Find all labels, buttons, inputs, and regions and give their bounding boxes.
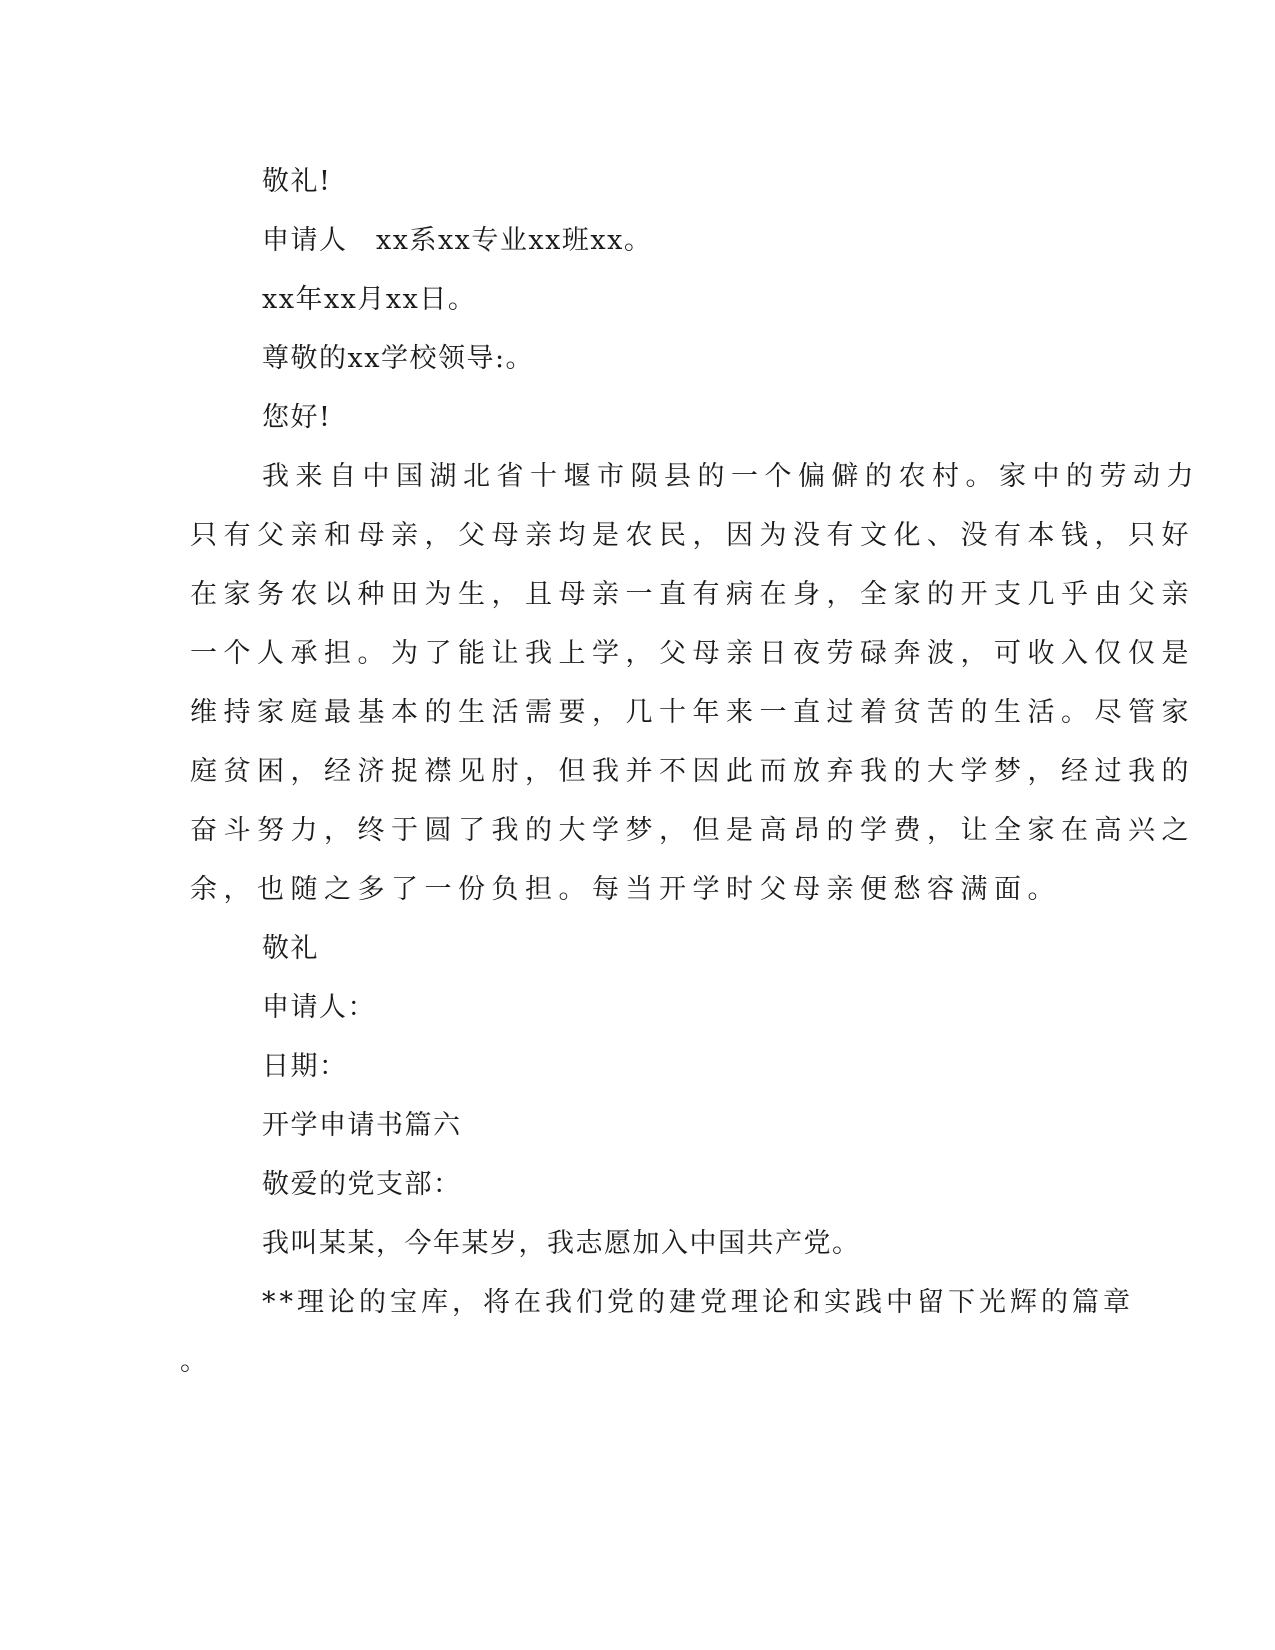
paragraph-line: 在家务农以种田为生，且母亲一直有病在身，全家的开支几乎由父亲 <box>190 579 1195 610</box>
greeting-hello: 您好! <box>262 402 332 433</box>
paragraph-line: 余，也随之多了一份负担。每当开学时父母亲便愁容满面。 <box>190 874 1061 905</box>
intro-sentence: 我叫某某，今年某岁，我志愿加入中国共产党。 <box>262 1228 861 1259</box>
date-line: xx年xx月xx日。 <box>262 284 477 315</box>
applicant-line: 申请人 xx系xx专业xx班xx。 <box>262 225 653 256</box>
paragraph-line: 庭贫困，经济捉襟见肘，但我并不因此而放弃我的大学梦，经过我的 <box>190 756 1195 787</box>
salutation-closing: 敬礼! <box>262 166 332 197</box>
paragraph-line: 只有父亲和母亲，父母亲均是农民，因为没有文化、没有本钱，只好 <box>190 520 1195 551</box>
trailing-period: 。 <box>180 1346 209 1377</box>
paragraph-line: 我来自中国湖北省十堰市陨县的一个偏僻的农村。家中的劳动力 <box>262 461 1200 492</box>
closing-salute: 敬礼 <box>262 933 319 964</box>
date-label: 日期： <box>262 1051 348 1082</box>
applicant-label: 申请人： <box>262 992 376 1023</box>
letter-recipient: 敬爱的党支部： <box>262 1169 462 1200</box>
theory-sentence: **理论的宝库，将在我们党的建党理论和实践中留下光辉的篇章 <box>262 1287 1134 1318</box>
section-heading: 开学申请书篇六 <box>262 1110 462 1141</box>
greeting-recipient: 尊敬的xx学校领导:。 <box>262 343 535 374</box>
paragraph-line: 奋斗努力，终于圆了我的大学梦，但是高昂的学费，让全家在高兴之 <box>190 815 1195 846</box>
paragraph-line: 维持家庭最基本的生活需要，几十年来一直过着贫苦的生活。尽管家 <box>190 697 1195 728</box>
paragraph-line: 一个人承担。为了能让我上学，父母亲日夜劳碌奔波，可收入仅仅是 <box>190 638 1195 669</box>
